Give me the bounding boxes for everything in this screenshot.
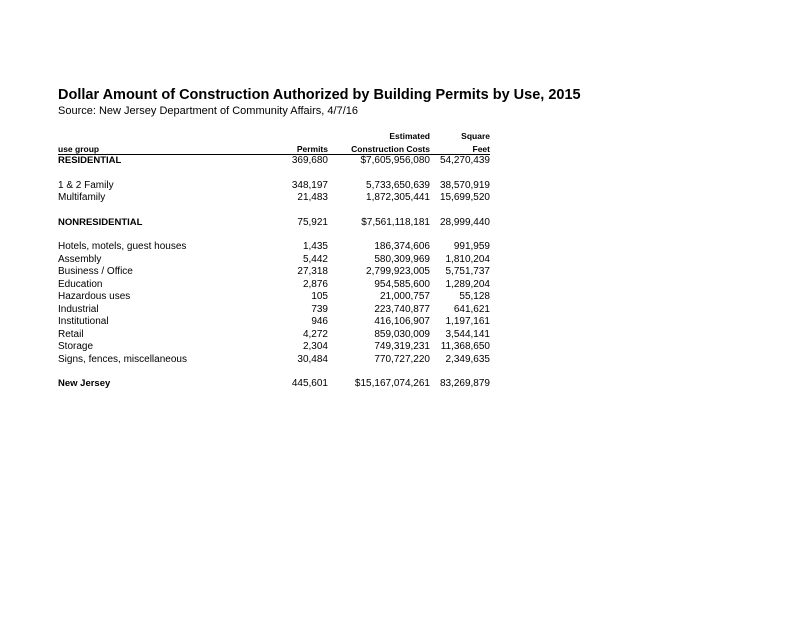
row-label: New Jersey (58, 378, 111, 389)
row-construction-cost: 580,309,969 (374, 253, 430, 265)
table-row (58, 254, 490, 267)
row-construction-cost: $7,605,956,080 (360, 155, 430, 166)
row-permits: 5,442 (302, 253, 328, 265)
header-estimated: Estimated (389, 131, 430, 141)
permits-table (58, 129, 490, 391)
table-body (58, 155, 490, 391)
row-label: Industrial (58, 303, 99, 315)
table-row (58, 241, 490, 254)
row-permits: 75,921 (297, 216, 328, 228)
table-row (58, 266, 490, 279)
row-construction-cost: 954,585,600 (374, 278, 430, 290)
table-total-row (58, 378, 490, 391)
table-row (58, 291, 490, 304)
table-spacer-row (58, 366, 490, 378)
row-square-feet: 38,570,919 (439, 179, 490, 191)
table-header-bottom (58, 141, 490, 155)
row-label: 1 & 2 Family (58, 179, 114, 191)
row-construction-cost: $7,561,118,181 (361, 216, 430, 228)
row-square-feet: 3,544,141 (445, 328, 490, 340)
row-permits: 445,601 (291, 378, 328, 389)
table-spacer-row (58, 205, 490, 217)
document (58, 87, 581, 389)
page-title: Dollar Amount of Construction Authorized by Building Permits by Use, 2015 (58, 87, 581, 103)
row-label: Hazardous uses (58, 291, 131, 302)
row-permits: 30,484 (297, 353, 328, 365)
row-square-feet: 55,128 (459, 291, 490, 302)
row-permits: 21,483 (297, 192, 328, 203)
table-row (58, 279, 490, 292)
row-square-feet: 11,368,650 (440, 341, 490, 352)
table-row (58, 329, 490, 342)
table-row (58, 180, 490, 193)
table-row (58, 354, 490, 367)
row-construction-cost: 770,727,220 (374, 353, 430, 365)
row-label: Signs, fences, miscellaneous (58, 353, 187, 365)
row-label: Education (58, 278, 103, 290)
row-construction-cost: 749,319,231 (374, 341, 430, 352)
row-square-feet: 28,999,440 (439, 216, 490, 228)
row-label: Hotels, motels, guest houses (58, 241, 187, 252)
table-row (58, 316, 490, 329)
row-permits: 739 (311, 303, 328, 315)
row-label: RESIDENTIAL (58, 155, 122, 166)
row-square-feet: 15,699,520 (439, 192, 490, 203)
table-row (58, 192, 490, 205)
row-square-feet: 54,270,439 (439, 155, 490, 166)
header-construction-costs: Construction Costs (328, 141, 430, 155)
row-square-feet: 2,349,635 (445, 353, 490, 365)
row-construction-cost: 5,733,650,639 (366, 179, 430, 191)
row-permits: 2,876 (302, 278, 328, 290)
table-spacer-row (58, 229, 490, 241)
header-use-group: use group (58, 141, 233, 155)
row-label: Storage (58, 341, 94, 352)
row-label: Institutional (58, 316, 109, 327)
row-construction-cost: 223,740,877 (374, 303, 430, 315)
header-permits: Permits (233, 141, 328, 155)
row-square-feet: 1,810,204 (445, 253, 490, 265)
row-square-feet: 1,197,161 (445, 316, 490, 327)
row-construction-cost: 21,000,757 (379, 291, 430, 302)
row-permits: 4,272 (302, 328, 328, 340)
row-permits: 348,197 (291, 179, 328, 191)
table-total-row (58, 155, 490, 168)
row-label: Business / Office (58, 266, 133, 277)
row-construction-cost: 2,799,923,005 (366, 266, 430, 277)
row-construction-cost: $15,167,074,261 (354, 378, 430, 389)
header-feet: Feet (430, 141, 490, 155)
row-construction-cost: 186,374,606 (374, 241, 430, 252)
row-square-feet: 83,269,879 (439, 378, 490, 389)
row-square-feet: 641,621 (453, 303, 490, 315)
row-permits: 2,304 (302, 341, 328, 352)
row-label: Multifamily (58, 192, 106, 203)
row-permits: 105 (311, 291, 328, 302)
row-construction-cost: 1,872,305,441 (366, 192, 430, 203)
row-construction-cost: 859,030,009 (374, 328, 430, 340)
row-square-feet: 5,751,737 (445, 266, 490, 277)
table-total-row (58, 217, 490, 230)
row-permits: 946 (311, 316, 328, 327)
table-spacer-row (58, 168, 490, 180)
table-header-top (58, 129, 490, 141)
row-permits: 27,318 (297, 266, 328, 277)
source-note: Source: New Jersey Department of Community Affairs, 4/7/16 (58, 105, 358, 117)
row-square-feet: 1,289,204 (445, 278, 490, 290)
table-row (58, 341, 490, 354)
row-square-feet: 991,959 (453, 241, 490, 252)
row-label: NONRESIDENTIAL (58, 216, 143, 228)
row-label: Retail (58, 328, 84, 340)
header-square: Square (461, 131, 490, 141)
row-permits: 369,680 (291, 155, 328, 166)
row-permits: 1,435 (302, 241, 328, 252)
row-construction-cost: 416,106,907 (374, 316, 430, 327)
row-label: Assembly (58, 253, 102, 265)
table-row (58, 304, 490, 317)
